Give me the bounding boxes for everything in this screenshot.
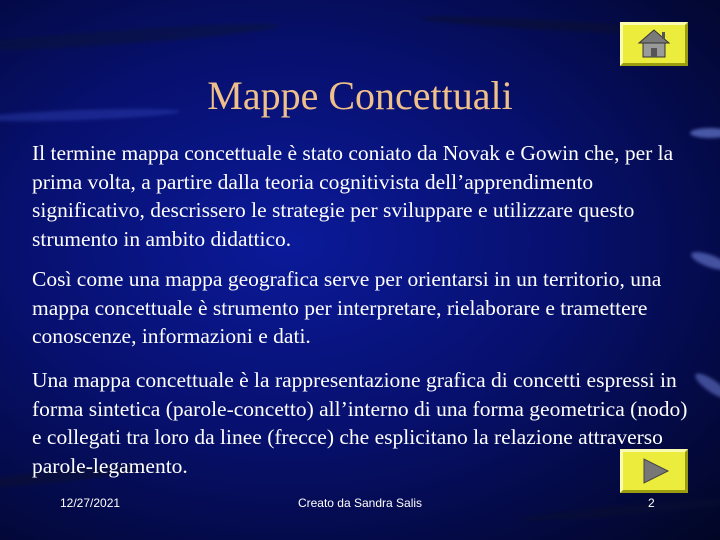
home-button[interactable]: [620, 22, 688, 66]
page-number: 2: [648, 496, 655, 510]
background-streak: [690, 128, 720, 138]
next-slide-button[interactable]: [620, 449, 688, 493]
paragraph-description: Una mappa concettuale è la rappresentazione grafica di concetti espressi in forma sintetica (parole-concetto) all’interno di una forma geometrica (nodo) e collegati tra loro da linee (frecce) che esplicitano la relazione attraverso parole-legamento.: [32, 368, 688, 478]
page-title: Mappe Concettuali: [207, 73, 513, 118]
background-streak: [0, 19, 280, 55]
play-arrow-icon: [623, 452, 685, 490]
paragraph-definition: Il termine mappa concettuale è stato coniato da Novak e Gowin che, per la prima volta, a partire dalla teoria cognitivista dell’apprendimento significativo, descrissero le strategie per sviluppare e utilizzare questo strumento in ambito didattico.: [32, 141, 674, 251]
footer-author: Creato da Sandra Salis: [297, 496, 423, 510]
home-icon: [623, 25, 685, 63]
footer-date: 12/27/2021: [60, 496, 121, 510]
paragraph-comparison: Così come una mappa geografica serve per orientarsi in un territorio, una mappa concettuale è strumento per interpretare, rielaborare e tramettere conoscenze, informazioni e dati.: [32, 267, 662, 348]
